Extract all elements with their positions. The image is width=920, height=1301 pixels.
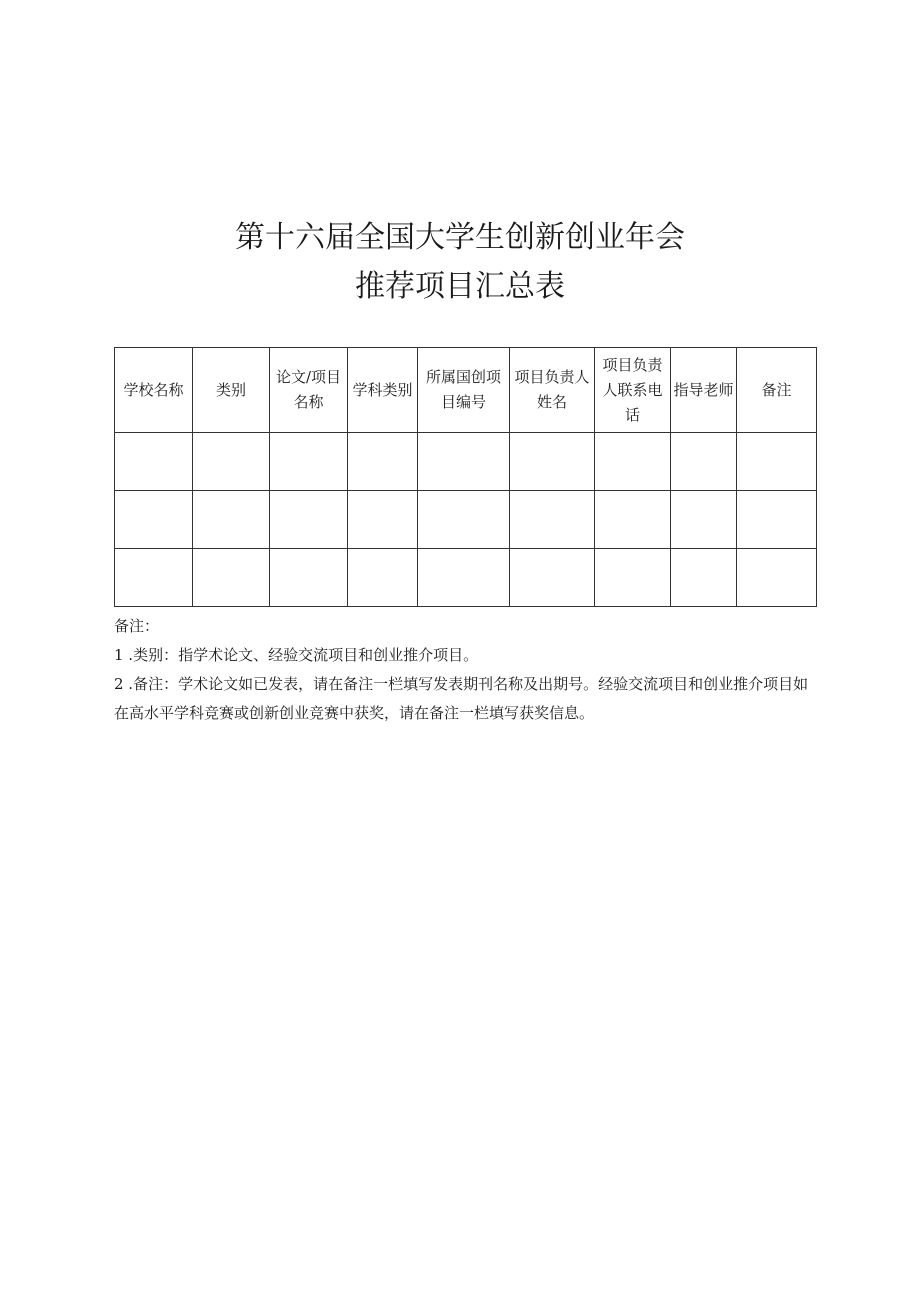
table-cell[interactable] xyxy=(418,491,510,549)
table-cell[interactable] xyxy=(418,549,510,607)
table-cell[interactable] xyxy=(737,433,817,491)
table-cell[interactable] xyxy=(671,549,737,607)
header-remarks: 备注 xyxy=(737,348,817,433)
table-cell[interactable] xyxy=(595,433,671,491)
table-row xyxy=(115,491,817,549)
table-cell[interactable] xyxy=(737,491,817,549)
table-cell[interactable] xyxy=(115,433,193,491)
header-leader-name: 项目负责人姓名 xyxy=(510,348,595,433)
table-cell[interactable] xyxy=(270,549,348,607)
table-cell[interactable] xyxy=(737,549,817,607)
note-item-category: 1 .类别：指学术论文、经验交流项目和创业推介项目。 xyxy=(114,646,479,664)
header-school-name: 学校名称 xyxy=(115,348,193,433)
header-project-number: 所属国创项目编号 xyxy=(418,348,510,433)
page-title-line-1: 第十六届全国大学生创新创业年会 xyxy=(235,220,685,255)
table-header-row xyxy=(115,348,817,433)
header-advisor: 指导老师 xyxy=(671,348,737,433)
header-subject-category: 学科类别 xyxy=(348,348,418,433)
table-row xyxy=(115,549,817,607)
table-cell[interactable] xyxy=(270,491,348,549)
table-cell[interactable] xyxy=(115,491,193,549)
table-cell[interactable] xyxy=(193,491,270,549)
summary-table xyxy=(114,347,817,607)
header-leader-phone: 项目负责人联系电话 xyxy=(595,348,671,433)
table-cell[interactable] xyxy=(418,433,510,491)
table-cell[interactable] xyxy=(595,549,671,607)
table-cell[interactable] xyxy=(510,433,595,491)
table-cell[interactable] xyxy=(193,549,270,607)
note-item-remarks: 2 .备注：学术论文如已发表，请在备注一栏填写发表期刊名称及出期号。经验交流项目和创业推介项目如在高水平学科竞赛或创新创业竞赛中获奖，请在备注一栏填写获奖信息。 xyxy=(114,675,809,722)
table-cell[interactable] xyxy=(510,491,595,549)
table-cell[interactable] xyxy=(671,491,737,549)
table-cell[interactable] xyxy=(510,549,595,607)
page-title-line-2: 推荐项目汇总表 xyxy=(355,269,565,304)
header-project-name: 论文/项目名称 xyxy=(270,348,348,433)
table-cell[interactable] xyxy=(348,549,418,607)
table-cell[interactable] xyxy=(348,491,418,549)
table-row xyxy=(115,433,817,491)
table-cell[interactable] xyxy=(348,433,418,491)
table-cell[interactable] xyxy=(270,433,348,491)
notes-heading: 备注： xyxy=(114,617,160,635)
notes-section xyxy=(114,612,819,728)
header-category: 类别 xyxy=(193,348,270,433)
table-cell[interactable] xyxy=(671,433,737,491)
table-cell[interactable] xyxy=(595,491,671,549)
table-cell[interactable] xyxy=(193,433,270,491)
table-cell[interactable] xyxy=(115,549,193,607)
